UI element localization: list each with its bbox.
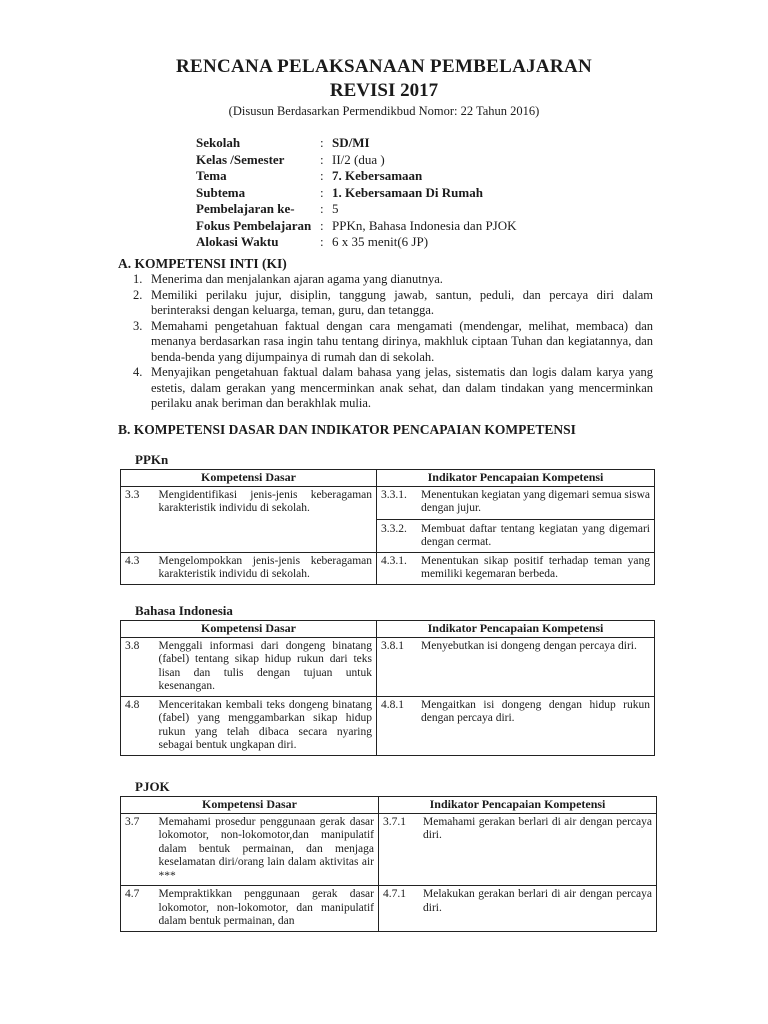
identity-row xyxy=(196,152,517,169)
indicator-item xyxy=(383,888,652,915)
identity-value: 1. Kebersamaan Di Rumah xyxy=(332,184,483,200)
table-row xyxy=(121,552,655,584)
indicator-number: 3.3.1. xyxy=(381,488,407,501)
identity-value: 5 xyxy=(332,201,339,216)
indicator-number: 4.8.1 xyxy=(381,698,404,711)
document-basis: (Disusun Berdasarkan Permendikbud Nomor: 22 Tahun 2016) xyxy=(228,104,540,118)
ki-text: Memahami pengetahuan faktual dengan cara mengamati (mendengar, melihat, membaca) dan menanya berdasarkan rasa ingin tahu tentang dirinya, makhluk ciptaan Tuhan dan kegiatannya, dan benda-benda yang dijumpainya di rumah dan di sekolah. xyxy=(151,318,653,364)
identity-label: Kelas /Semester xyxy=(196,151,285,167)
identity-value: PPKn, Bahasa Indonesia dan PJOK xyxy=(332,217,517,233)
ppkn-table xyxy=(120,469,655,585)
pjok-table xyxy=(120,796,657,932)
indicator-cell xyxy=(377,696,655,755)
indicator-item xyxy=(381,489,650,516)
list-item xyxy=(133,288,653,319)
bindo-table xyxy=(120,620,655,756)
identity-label: Pembelajaran ke- xyxy=(196,201,295,216)
ki-number: 1. xyxy=(133,272,143,286)
identity-label: Tema xyxy=(196,168,227,183)
ki-heading: A. KOMPETENSI INTI (KI) xyxy=(118,256,287,271)
kd-heading: B. KOMPETENSI DASAR DAN INDIKATOR PENCAPAIAN KOMPETENSI xyxy=(118,422,576,437)
identity-colon: : xyxy=(320,201,324,216)
identity-value: 7. Kebersamaan xyxy=(332,168,423,183)
identity-colon: : xyxy=(320,151,324,167)
indicator-cell xyxy=(377,552,655,584)
table-row xyxy=(121,637,655,696)
table-row xyxy=(121,813,657,886)
indicator-item xyxy=(381,699,650,726)
table-row xyxy=(121,886,657,932)
indicator-text: Menentukan sikap positif terhadap teman yang memiliki kegemaran berbeda. xyxy=(421,554,650,580)
indicator-item xyxy=(381,555,650,582)
kd-text: Menggali informasi dari dongeng binatang (fabel) tentang sikap hidup rukun dari teks lisan dan tulis dengan tujuan untuk kesenangan. xyxy=(155,637,377,696)
kd-text: Memahami prosedur penggunaan gerak dasar lokomotor, non-lokomotor,dan manipulatif dalam bentuk permainan, dan menjaga keselamatan diri/orang lain dalam aktivitas air *** xyxy=(155,813,379,886)
identity-block xyxy=(196,135,517,251)
ppkn-heading: PPKn xyxy=(135,452,169,467)
col-header-indicator: Indikator Pencapaian Kompetensi xyxy=(377,621,655,638)
indicator-cell xyxy=(379,886,657,932)
identity-colon: : xyxy=(320,234,324,249)
list-item xyxy=(133,272,653,288)
table-row xyxy=(121,486,655,552)
pjok-heading: PJOK xyxy=(135,779,170,794)
ki-list xyxy=(133,272,653,412)
indicator-item xyxy=(383,816,652,843)
table-header xyxy=(121,470,655,487)
identity-label: Subtema xyxy=(196,184,246,200)
kd-number: 3.7 xyxy=(121,813,155,886)
indicator-number: 4.3.1. xyxy=(381,554,407,567)
table-header xyxy=(121,621,655,638)
indicator-cell xyxy=(377,637,655,696)
identity-label: Sekolah xyxy=(196,135,241,150)
table-header xyxy=(121,797,657,814)
identity-value: II/2 (dua ) xyxy=(332,151,385,167)
kd-number: 4.7 xyxy=(121,886,155,932)
identity-value: SD/MI xyxy=(332,135,370,150)
ki-number: 3. xyxy=(133,318,143,333)
kd-number: 3.3 xyxy=(121,486,155,552)
kd-text: Mengidentifikasi jenis-jenis keberagaman karakteristik individu di sekolah. xyxy=(155,486,377,552)
indicator-text: Menyebutkan isi dongeng dengan percaya diri. xyxy=(421,639,637,652)
col-header-kd: Kompetensi Dasar xyxy=(121,797,379,814)
kd-number: 3.8 xyxy=(121,637,155,696)
indicator-cell xyxy=(379,813,657,886)
bindo-heading: Bahasa Indonesia xyxy=(135,603,233,618)
ki-number: 4. xyxy=(133,365,143,379)
identity-colon: : xyxy=(320,184,324,200)
kd-text: Mengelompokkan jenis-jenis keberagaman karakteristik individu di sekolah. xyxy=(155,552,377,584)
col-header-kd: Kompetensi Dasar xyxy=(121,621,377,638)
indicator-text: Memahami gerakan berlari di air dengan percaya diri. xyxy=(423,815,652,841)
identity-row xyxy=(196,201,517,218)
document-title: RENCANA PELAKSANAAN PEMBELAJARAN xyxy=(175,56,592,77)
indicator-number: 3.3.2. xyxy=(381,522,407,535)
indicator-cell xyxy=(377,486,655,552)
list-item xyxy=(133,365,653,412)
identity-row xyxy=(196,185,517,202)
col-header-kd: Kompetensi Dasar xyxy=(121,470,377,487)
identity-label: Alokasi Waktu xyxy=(196,234,279,249)
indicator-number: 4.7.1 xyxy=(383,888,406,900)
identity-row xyxy=(196,168,517,185)
identity-colon: : xyxy=(320,168,324,183)
col-header-indicator: Indikator Pencapaian Kompetensi xyxy=(377,470,655,487)
indicator-text: Menentukan kegiatan yang digemari semua siswa dengan jujur. xyxy=(421,488,650,514)
ki-text: Memiliki perilaku jujur, disiplin, tanggung jawab, santun, peduli, dan percaya diri dalam berinteraksi dengan keluarga, teman, guru, dan tetangga. xyxy=(151,287,653,317)
indicator-item xyxy=(381,640,650,654)
identity-colon: : xyxy=(320,135,324,150)
indicator-item xyxy=(377,519,654,550)
list-item xyxy=(133,319,653,366)
ki-text: Menerima dan menjalankan ajaran agama yang dianutnya. xyxy=(151,272,443,286)
col-header-indicator: Indikator Pencapaian Kompetensi xyxy=(379,797,657,814)
identity-row xyxy=(196,135,517,152)
identity-row xyxy=(196,218,517,235)
kd-number: 4.8 xyxy=(121,696,155,755)
indicator-number: 3.8.1 xyxy=(381,639,404,652)
kd-text: Mempraktikkan penggunaan gerak dasar lokomotor, non-lokomotor, dan manipulatif dalam bentuk permainan, dan xyxy=(155,886,379,932)
identity-label: Fokus Pembelajaran xyxy=(196,217,312,233)
ki-number: 2. xyxy=(133,287,143,302)
kd-number: 4.3 xyxy=(121,552,155,584)
ki-text: Menyajikan pengetahuan faktual dalam bahasa yang jelas, sistematis dan logis dalam karya yang estetis, dalam gerakan yang mencerminkan anak sehat, dan dalam tindakan yang mencerminkan perilaku anak beriman dan berakhlak mulia. xyxy=(151,365,653,410)
indicator-number: 3.7.1 xyxy=(383,815,406,828)
identity-value: 6 x 35 menit(6 JP) xyxy=(332,234,429,249)
document-subtitle: REVISI 2017 xyxy=(329,80,439,101)
indicator-text: Mengaitkan isi dongeng dengan hidup rukun dengan percaya diri. xyxy=(421,698,650,724)
indicator-text: Melakukan gerakan berlari di air dengan percaya diri. xyxy=(423,888,652,914)
table-row xyxy=(121,696,655,755)
indicator-text: Membuat daftar tentang kegiatan yang digemari dengan cermat. xyxy=(421,522,650,548)
identity-row xyxy=(196,234,517,251)
kd-text: Menceritakan kembali teks dongeng binatang (fabel) yang menggambarkan sikap hidup rukun yang telah dibaca secara nyaring sebagai bentuk ungkapan diri. xyxy=(155,696,377,755)
identity-colon: : xyxy=(320,217,324,233)
